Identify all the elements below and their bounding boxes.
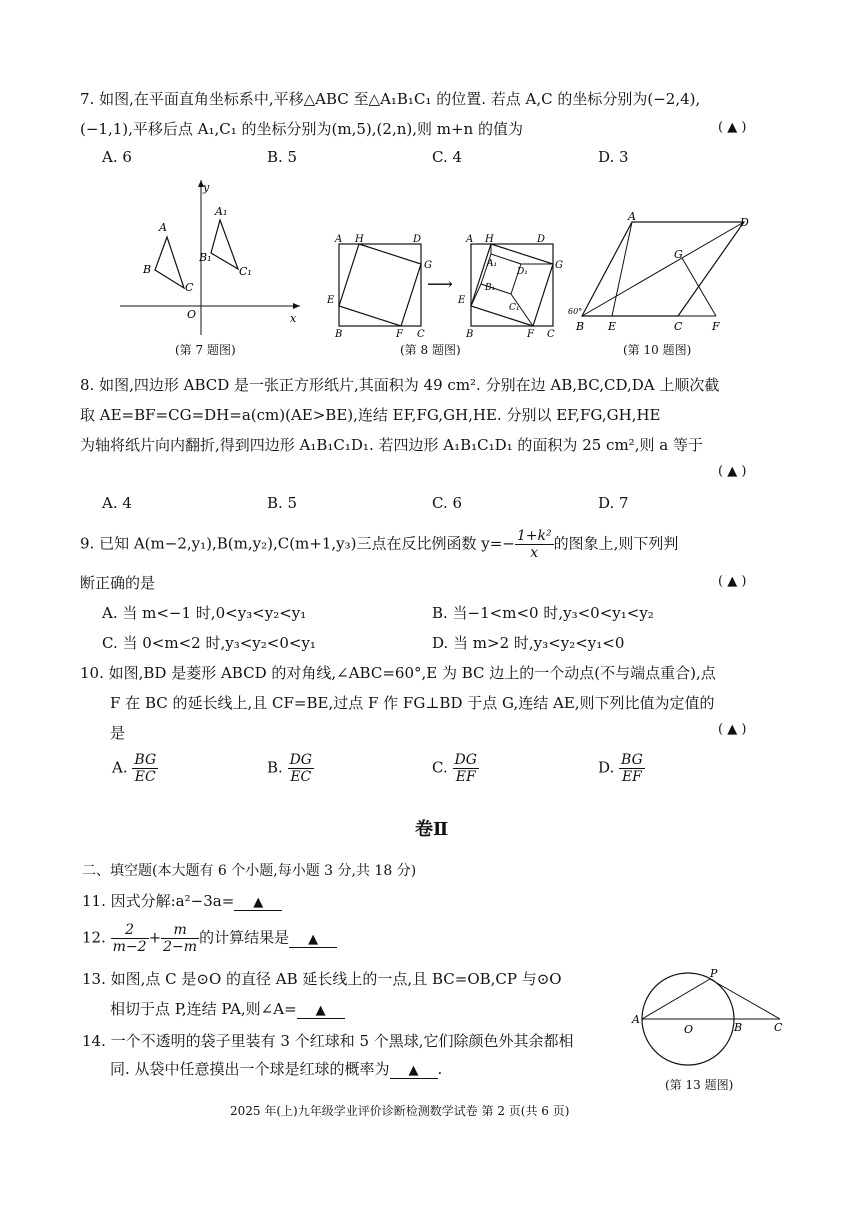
q12-f1-den: m−2 <box>112 939 147 955</box>
q7-option-d: D. 3 <box>598 148 629 166</box>
fig10-label-f: F <box>712 320 720 333</box>
fig8r-label-f: F <box>527 329 534 340</box>
q8-option-c: C. 6 <box>432 494 463 512</box>
q9-stem-post: 的图象上,则下列判 <box>553 534 679 553</box>
q12-fraction-1 <box>111 922 149 955</box>
q9-stem-line2: 断正确的是 <box>80 574 156 592</box>
q11-answer-blank: ▲ <box>234 895 282 911</box>
fig13-label-c: C <box>774 1021 783 1034</box>
q10-option-d <box>598 752 645 785</box>
q13-line2 <box>110 998 345 1019</box>
q8-answer-mark: ( ▲ ) <box>718 464 747 479</box>
q14-line2-text: 同. 从袋中任意摸出一个球是红球的概率为 <box>110 1060 390 1078</box>
q12-prefix: 12. <box>82 928 106 947</box>
fig8r-label-a: A <box>466 234 474 245</box>
fig8-label-b: B <box>335 329 343 340</box>
q8-option-a: A. 4 <box>102 494 132 512</box>
q9-option-a: A. 当 m<−1 时,0<y₃<y₂<y₁ <box>102 604 307 622</box>
q10-stem-line1: 10. 如图,BD 是菱形 ABCD 的对角线,∠ABC=60°,E 为 BC 边上的一个动点(不与端点重合),点 <box>80 664 716 682</box>
fig8r-label-g: G <box>555 260 563 271</box>
q7-stem-line2: (−1,1),平移后点 A₁,C₁ 的坐标分别为(m,5),(2,n),则 m+n 的值为 <box>80 120 523 138</box>
q8-stem-line3: 为轴将纸片向内翻折,得到四边形 A₁B₁C₁D₁. 若四边形 A₁B₁C₁D₁ 的面积为 25 cm²,则 a 等于 <box>80 436 703 454</box>
q9-option-c: C. 当 0<m<2 时,y₃<y₂<0<y₁ <box>102 634 316 652</box>
fig8r-label-c: C <box>547 329 555 340</box>
fig8-label-d: D <box>413 234 422 245</box>
q10-option-a-label: A. <box>112 758 128 777</box>
fill-in-heading: 二、填空题(本大题有 6 个小题,每小题 3 分,共 18 分) <box>82 863 417 879</box>
fig7-label-x: x <box>290 312 297 325</box>
q9-fraction <box>515 528 554 561</box>
q9-option-b: B. 当−1<m<0 时,y₃<0<y₁<y₂ <box>432 604 654 622</box>
fig7-label-b: B <box>143 263 152 276</box>
q10-option-d-fraction <box>619 752 645 785</box>
q8-stem-line2: 取 AE=BF=CG=DH=a(cm)(AE>BE),连结 EF,FG,GH,HE. 分别以 EF,FG,GH,HE <box>80 406 661 424</box>
q13-line1: 13. 如图,点 C 是⊙O 的直径 AB 延长线上的一点,且 BC=OB,CP 与⊙O <box>82 970 562 988</box>
figure-7-caption: (第 7 题图) <box>175 343 236 357</box>
fig8r-label-d: D <box>537 234 546 245</box>
fig10-label-d: D <box>740 216 749 229</box>
fig13-label-o: O <box>684 1023 694 1036</box>
fig7-label-a: A <box>159 221 167 234</box>
page-footer: 2025 年(上)九年级学业评价诊断检测数学试卷 第 2 页(共 6 页) <box>230 1104 570 1118</box>
fig10-label-b: B <box>576 320 585 333</box>
fig13-label-a: A <box>632 1013 640 1026</box>
q12 <box>82 922 337 955</box>
q10-answer-mark: ( ▲ ) <box>718 722 747 737</box>
fig10-label-c: C <box>674 320 683 333</box>
q12-f2-den: 2−m <box>163 939 198 955</box>
figure-8-caption: (第 8 题图) <box>400 343 461 357</box>
fig10-angle-label: 60° <box>568 307 583 316</box>
q10-option-b <box>267 752 314 785</box>
q10-stem-line3: 是 <box>110 724 126 742</box>
fig10-label-g: G <box>674 248 683 261</box>
q14-line2 <box>110 1058 442 1079</box>
q11-text: 11. 因式分解:a²−3a= <box>82 892 235 910</box>
q10-option-c-fraction <box>453 752 479 785</box>
fig8r-label-b: B <box>466 329 474 340</box>
q13-answer-blank: ▲ <box>297 1003 345 1019</box>
q9-frac-numerator: 1+k² <box>516 528 552 544</box>
q7-answer-mark: ( ▲ ) <box>718 120 747 135</box>
fig8-label-d1: D₁ <box>517 267 528 277</box>
fig8r-label-e: E <box>458 295 466 306</box>
q9-option-d: D. 当 m>2 时,y₃<y₂<y₁<0 <box>432 634 625 652</box>
q10-b-den: EC <box>290 769 312 785</box>
fig10-label-a: A <box>628 210 636 223</box>
section-title: 卷Ⅱ <box>415 819 449 840</box>
figure-10-caption: (第 10 题图) <box>623 343 692 357</box>
q12-plus: + <box>148 928 162 947</box>
fig8-label-a1: A₁ <box>487 259 498 269</box>
q9-stem-line1 <box>80 528 678 561</box>
q12-text: 的计算结果是 <box>199 928 290 947</box>
figure-13-caption: (第 13 题图) <box>665 1078 734 1092</box>
q10-option-a-fraction <box>132 752 158 785</box>
q10-d-num: BG <box>621 752 643 768</box>
q12-f1-num: 2 <box>111 922 149 939</box>
q10-option-c <box>432 752 479 785</box>
q9-frac-denominator: x <box>530 545 539 561</box>
figure-10-diagram <box>568 208 768 338</box>
q9-answer-mark: ( ▲ ) <box>718 574 747 589</box>
q12-answer-blank: ▲ <box>289 932 337 948</box>
q10-c-num: DG <box>454 752 477 768</box>
q11 <box>82 890 282 911</box>
q12-fraction-2 <box>161 922 199 955</box>
q10-b-num: DG <box>289 752 312 768</box>
fig8r-label-h: H <box>485 234 494 245</box>
q10-option-d-label: D. <box>598 758 615 777</box>
fig13-label-p: P <box>710 967 718 980</box>
q8-stem-line1: 8. 如图,四边形 ABCD 是一张正方形纸片,其面积为 49 cm². 分别在边 AB,BC,CD,DA 上顺次截 <box>80 376 720 394</box>
fig8-arrow: ⟶ <box>427 274 453 295</box>
fig7-label-b1: B₁ <box>199 251 212 264</box>
q10-option-b-fraction <box>288 752 314 785</box>
q10-option-c-label: C. <box>432 758 448 777</box>
fig8-label-c1: C₁ <box>509 303 520 313</box>
q7-option-c: C. 4 <box>432 148 463 166</box>
fig8-label-h: H <box>355 234 364 245</box>
fig8-label-b1: B₁ <box>485 283 496 293</box>
q7-option-b: B. 5 <box>267 148 298 166</box>
q12-f2-num: m <box>161 922 199 939</box>
q9-stem-pre: 9. 已知 A(m−2,y₁),B(m,y₂),C(m+1,y₃)三点在反比例函数 y=− <box>80 534 515 553</box>
q10-stem-line2: F 在 BC 的延长线上,且 CF=BE,过点 F 作 FG⊥BD 于点 G,连结 AE,则下列比值为定值的 <box>110 694 715 712</box>
q14-end: . <box>437 1060 443 1078</box>
fig8-label-f: F <box>396 329 403 340</box>
q10-a-den: EC <box>134 769 156 785</box>
q8-option-b: B. 5 <box>267 494 298 512</box>
fig7-label-a1: A₁ <box>215 205 228 218</box>
fig8-label-a: A <box>335 234 343 245</box>
fig13-label-b: B <box>734 1021 743 1034</box>
q14-line1: 14. 一个不透明的袋子里装有 3 个红球和 5 个黑球,它们除颜色外其余都相 <box>82 1032 574 1050</box>
q7-option-a: A. 6 <box>102 148 132 166</box>
fig7-label-c: C <box>185 281 194 294</box>
figure-8-diagram <box>325 230 563 342</box>
fig7-label-o: O <box>187 308 197 321</box>
q13-line2-text: 相切于点 P,连结 PA,则∠A= <box>110 1000 297 1018</box>
q10-a-num: BG <box>134 752 157 768</box>
q8-option-d: D. 7 <box>598 494 629 512</box>
fig8-label-c: C <box>417 329 425 340</box>
q10-option-b-label: B. <box>267 758 283 777</box>
figure-13-diagram <box>630 965 790 1075</box>
q10-c-den: EF <box>455 769 476 785</box>
fig8-label-g: G <box>424 260 432 271</box>
q10-d-den: EF <box>621 769 642 785</box>
fig7-label-c1: C₁ <box>239 265 252 278</box>
q7-stem-line1: 7. 如图,在平面直角坐标系中,平移△ABC 至△A₁B₁C₁ 的位置. 若点 A,C 的坐标分别为(−2,4), <box>80 90 701 108</box>
q14-answer-blank: ▲ <box>390 1063 438 1079</box>
fig8-label-e: E <box>327 295 335 306</box>
figure-7-diagram <box>115 175 315 340</box>
fig7-label-y: y <box>203 181 210 194</box>
q10-option-a <box>112 752 158 785</box>
fig10-label-e: E <box>608 320 617 333</box>
